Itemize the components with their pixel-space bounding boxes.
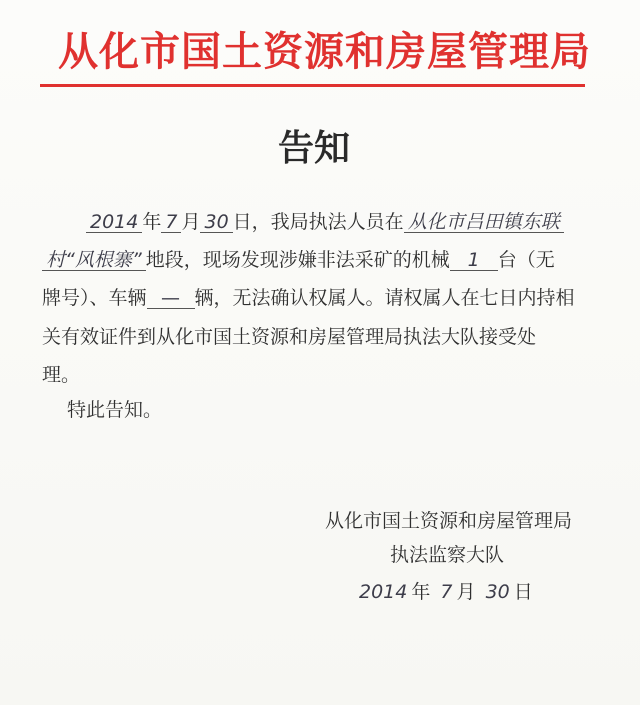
month-char: 月 [181, 211, 201, 233]
handwritten-day: 30 [200, 212, 232, 233]
body-text: 牌号）、车辆 [42, 287, 147, 309]
signature-month-char: 月 [456, 581, 476, 603]
body-text: 地段，现场发现涉嫌非法采矿的机械 [145, 249, 450, 271]
signature-date [355, 577, 533, 604]
signature-year: 2014 [359, 581, 408, 603]
signature-day: 30 [485, 581, 510, 603]
handwritten-location: 从化市吕田镇东联 [404, 212, 564, 233]
body-line-4: 关有效证件到从化市国土资源和房屋管理局执法大队接受处 [42, 326, 537, 348]
signature-unit: 执法监察大队 [390, 544, 505, 566]
closing-line: 特此告知。 [67, 399, 163, 421]
signature-day-char: 日 [513, 581, 533, 603]
year-char: 年 [142, 211, 162, 233]
signature-agency: 从化市国土资源和房屋管理局 [325, 510, 573, 532]
document-title: 告知 [278, 127, 351, 169]
agency-letterhead: 从化市国土资源和房屋管理局 [58, 28, 591, 75]
signature-month: 7 [440, 581, 453, 603]
body-line-3 [42, 286, 575, 310]
handwritten-vehicle-count: — [147, 288, 195, 309]
handwritten-machine-count: 1 [450, 250, 498, 271]
body-line-1 [86, 210, 564, 234]
body-line-5: 理。 [42, 364, 81, 386]
body-text: 辆，无法确认权属人。请权属人在七日内持相 [194, 287, 575, 309]
body-text: 日，我局执法人员在 [232, 211, 404, 233]
signature-year-char: 年 [411, 581, 431, 603]
body-text: 台（无 [497, 249, 555, 271]
body-line-2 [42, 248, 555, 272]
handwritten-village: 村“风根寨” [42, 250, 146, 271]
handwritten-month: 7 [161, 212, 181, 233]
handwritten-year: 2014 [86, 212, 142, 233]
letterhead-rule [40, 84, 585, 87]
